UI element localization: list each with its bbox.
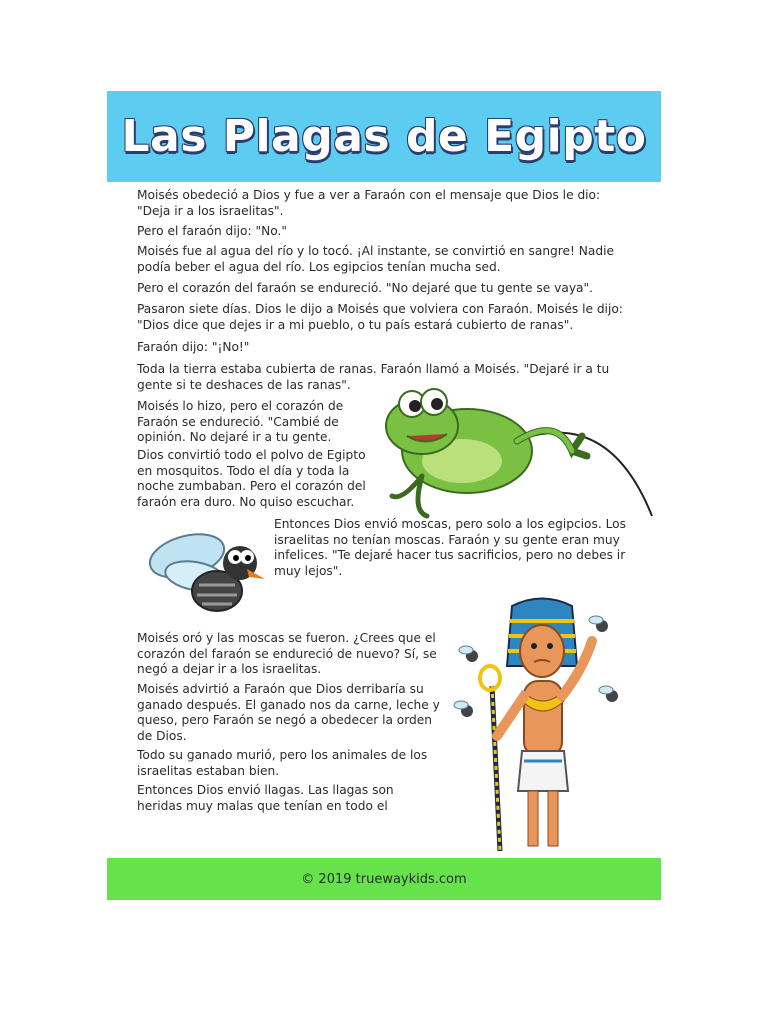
paragraph-14: Entonces Dios envió llagas. Las llagas son heridas muy malas que tenían en todo el — [137, 783, 394, 813]
title-banner — [107, 91, 661, 182]
paragraph-9: Dios convirtió todo el polvo de Egipto en mosquitos. Todo el día y toda la noche zumbaban. Pero el corazón del faraón era duro. No quiso escuchar. — [137, 448, 366, 509]
paragraph-3: Moisés fue al agua del río y lo tocó. ¡Al instante, se convirtió en sangre! Nadie podía beber el agua del río. Los egipcios tenían mucha sed. — [137, 244, 614, 274]
paragraph-2: Pero el faraón dijo: "No." — [137, 224, 287, 238]
paragraph-8: Moisés lo hizo, pero el corazón de Faraón se endureció. "Cambié de opinión. No dejaré ir a tu gente. — [137, 399, 344, 444]
paragraph-13: Todo su ganado murió, pero los animales de los israelitas estaban bien. — [137, 748, 428, 778]
worksheet-page — [107, 91, 661, 900]
paragraph-5: Pasaron siete días. Dios le dijo a Moisés que volviera con Faraón. Moisés le dijo: "Dios dice que dejes ir a mi pueblo, o tu país estará cubierto de ranas". — [137, 302, 623, 332]
paragraph-11: Moisés oró y las moscas se fueron. ¿Crees que el corazón del faraón se endureció de nuevo? Sí, se negó a dejar ir a los israelitas. — [137, 631, 437, 676]
paragraph-6: Faraón dijo: "¡No!" — [137, 340, 250, 354]
fly-illustration — [147, 521, 272, 626]
paragraph-4: Pero el corazón del faraón se endureció. "No dejaré que tu gente se vaya". — [137, 281, 593, 295]
paragraph-12: Moisés advirtió a Faraón que Dios derribaría su ganado después. El ganado nos da carne, leche y queso, pero Faraón se negó a obedecer la orden de Dios. — [137, 682, 440, 743]
paragraph-7: Toda la tierra estaba cubierta de ranas. Faraón llamó a Moisés. "Dejaré ir a tu gente si te deshaces de las ranas". — [137, 362, 610, 392]
copyright-text: © 2019 truewaykids.com — [301, 871, 467, 887]
pharaoh-illustration — [452, 596, 627, 856]
page-title: Las Plagas de Egipto — [121, 111, 647, 162]
paragraph-10: Entonces Dios envió moscas, pero solo a los egipcios. Los israelitas no tenían moscas. Faraón y su gente eran muy infelices. "Te dejaré hacer tus sacrificios, pero no debes ir muy lejos". — [274, 517, 626, 578]
paragraph-1: Moisés obedeció a Dios y fue a ver a Faraón con el mensaje que Dios le dio: "Deja ir a los israelitas". — [137, 188, 601, 218]
footer-banner — [107, 858, 661, 900]
frog-illustration — [382, 376, 662, 526]
